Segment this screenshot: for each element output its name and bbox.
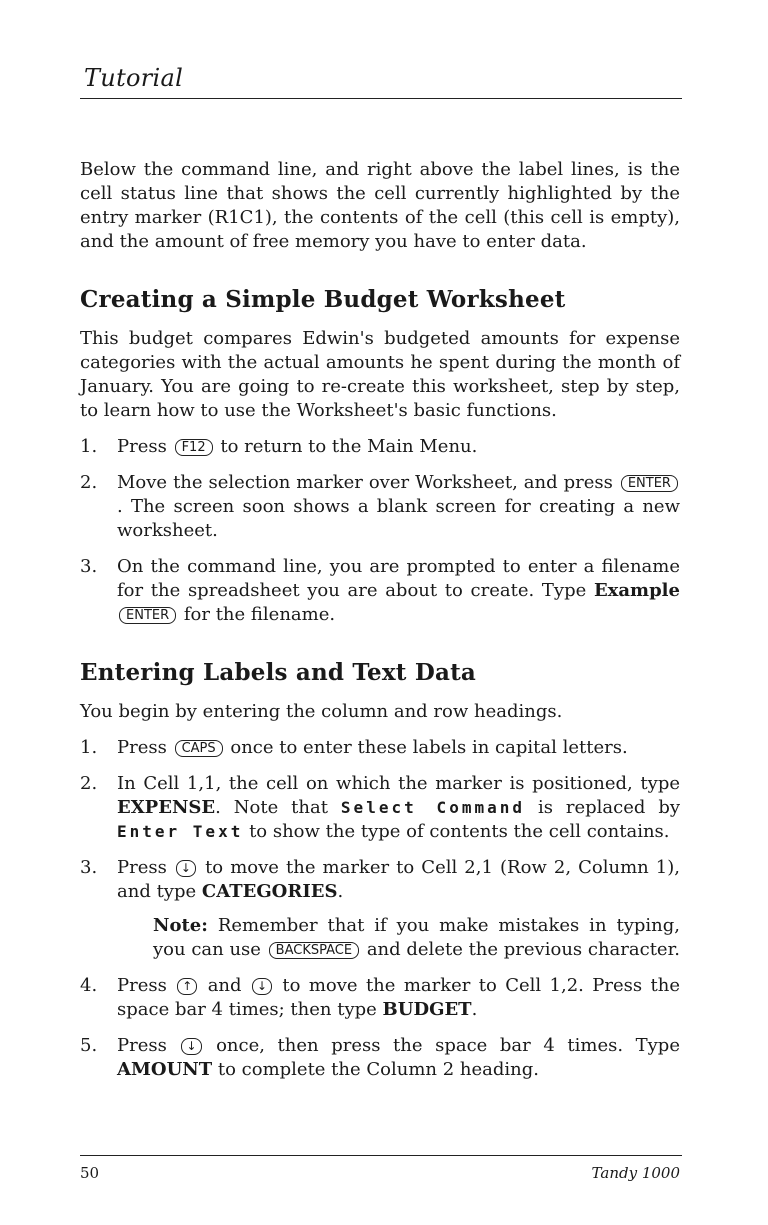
step-text: . The screen soon shows a blank screen for creating a new worksheet. xyxy=(117,496,680,541)
step-text: . Note that xyxy=(215,797,328,818)
step-text: . xyxy=(471,999,478,1020)
step-text: Press xyxy=(117,436,167,457)
step-text: Move the selection marker over Worksheet, and press xyxy=(117,472,613,493)
step-text: In Cell 1,1, the cell on which the marker is positioned, type xyxy=(117,773,680,794)
typed-input: CATEGORIES xyxy=(201,881,338,902)
step-text: for the filename. xyxy=(183,604,336,625)
step-text: to move the marker to Cell 1,2. Press the space bar 4 times; then type xyxy=(117,975,680,1020)
list-item xyxy=(80,1034,680,1082)
step-text: once, then press the space bar 4 times. Type xyxy=(216,1035,680,1056)
header-rule xyxy=(80,98,682,99)
list-item xyxy=(80,555,680,627)
step-number: 1. xyxy=(80,436,98,457)
step-text: once to enter these labels in capital letters. xyxy=(230,737,628,758)
note-text: Remember that if you make mistakes in typing, you can use xyxy=(153,915,680,960)
step-number: 5. xyxy=(80,1035,98,1056)
step-number: 3. xyxy=(80,857,98,878)
step-text: Press xyxy=(117,1035,167,1056)
up-arrow-key-icon: ↑ xyxy=(177,978,197,995)
step-text: Press xyxy=(117,737,167,758)
key-f12: F12 xyxy=(175,439,213,456)
down-arrow-key-icon: ↓ xyxy=(176,860,196,877)
section1-intro: This budget compares Edwin's budgeted amounts for expense categories with the actual amounts he spent during the month of January. You are going to re-create this worksheet, step by step, to learn how to use the Worksheet's basic functions. xyxy=(80,328,680,421)
step-text: On the command line, you are prompted to enter a filename for the spreadsheet you are about to create. Type xyxy=(117,556,680,601)
section-heading-budget: Creating a Simple Budget Worksheet xyxy=(80,286,566,313)
key-backspace: BACKSPACE xyxy=(269,942,359,959)
page-header-title: Tutorial xyxy=(84,64,184,92)
list-item xyxy=(80,435,680,459)
note-text: and delete the previous character. xyxy=(366,939,680,960)
step-number: 3. xyxy=(80,556,98,577)
step-text: to move the marker to Cell 2,1 (Row 2, Column 1), and type xyxy=(117,857,680,902)
screen-message: Select Command xyxy=(340,798,525,817)
page-number: 50 xyxy=(80,1164,100,1182)
section-heading-labels: Entering Labels and Text Data xyxy=(80,659,477,686)
typed-input: EXPENSE xyxy=(117,797,216,818)
down-arrow-key-icon: ↓ xyxy=(181,1038,201,1055)
typed-input: AMOUNT xyxy=(117,1059,213,1080)
step-number: 2. xyxy=(80,472,98,493)
footer-rule xyxy=(80,1155,682,1156)
typed-input: BUDGET xyxy=(382,999,472,1020)
step-text: to show the type of contents the cell contains. xyxy=(249,821,670,842)
section1-steps xyxy=(80,435,680,627)
step-text: to return to the Main Menu. xyxy=(220,436,478,457)
footer-brand: Tandy 1000 xyxy=(591,1164,680,1182)
key-enter: ENTER xyxy=(119,607,176,624)
note-label: Note: xyxy=(153,915,208,936)
step-number: 2. xyxy=(80,773,98,794)
list-item xyxy=(80,974,680,1022)
list-item xyxy=(80,471,680,543)
step-text: Press xyxy=(117,975,167,996)
down-arrow-key-icon: ↓ xyxy=(252,978,272,995)
list-item xyxy=(80,772,680,844)
step-text: is replaced by xyxy=(537,797,681,818)
typed-input: Example xyxy=(593,580,680,601)
step-text: to complete the Column 2 heading. xyxy=(217,1059,539,1080)
note-block xyxy=(153,914,680,962)
list-item xyxy=(80,856,680,962)
page-body xyxy=(80,158,680,1094)
step-text: . xyxy=(337,881,344,902)
key-caps: CAPS xyxy=(175,740,223,757)
step-text: Press xyxy=(117,857,167,878)
key-enter: ENTER xyxy=(621,475,678,492)
section2-steps xyxy=(80,736,680,1082)
list-item xyxy=(80,736,680,760)
step-text: and xyxy=(207,975,242,996)
intro-paragraph: Below the command line, and right above the label lines, is the cell status line that shows the cell currently highlighted by the entry marker (R1C1), the contents of the cell (this cell is empty), and the amount of free memory you have to enter data. xyxy=(80,159,680,252)
step-number: 1. xyxy=(80,737,98,758)
section2-intro: You begin by entering the column and row headings. xyxy=(80,701,563,722)
step-number: 4. xyxy=(80,975,98,996)
screen-message: Enter Text xyxy=(117,822,244,841)
